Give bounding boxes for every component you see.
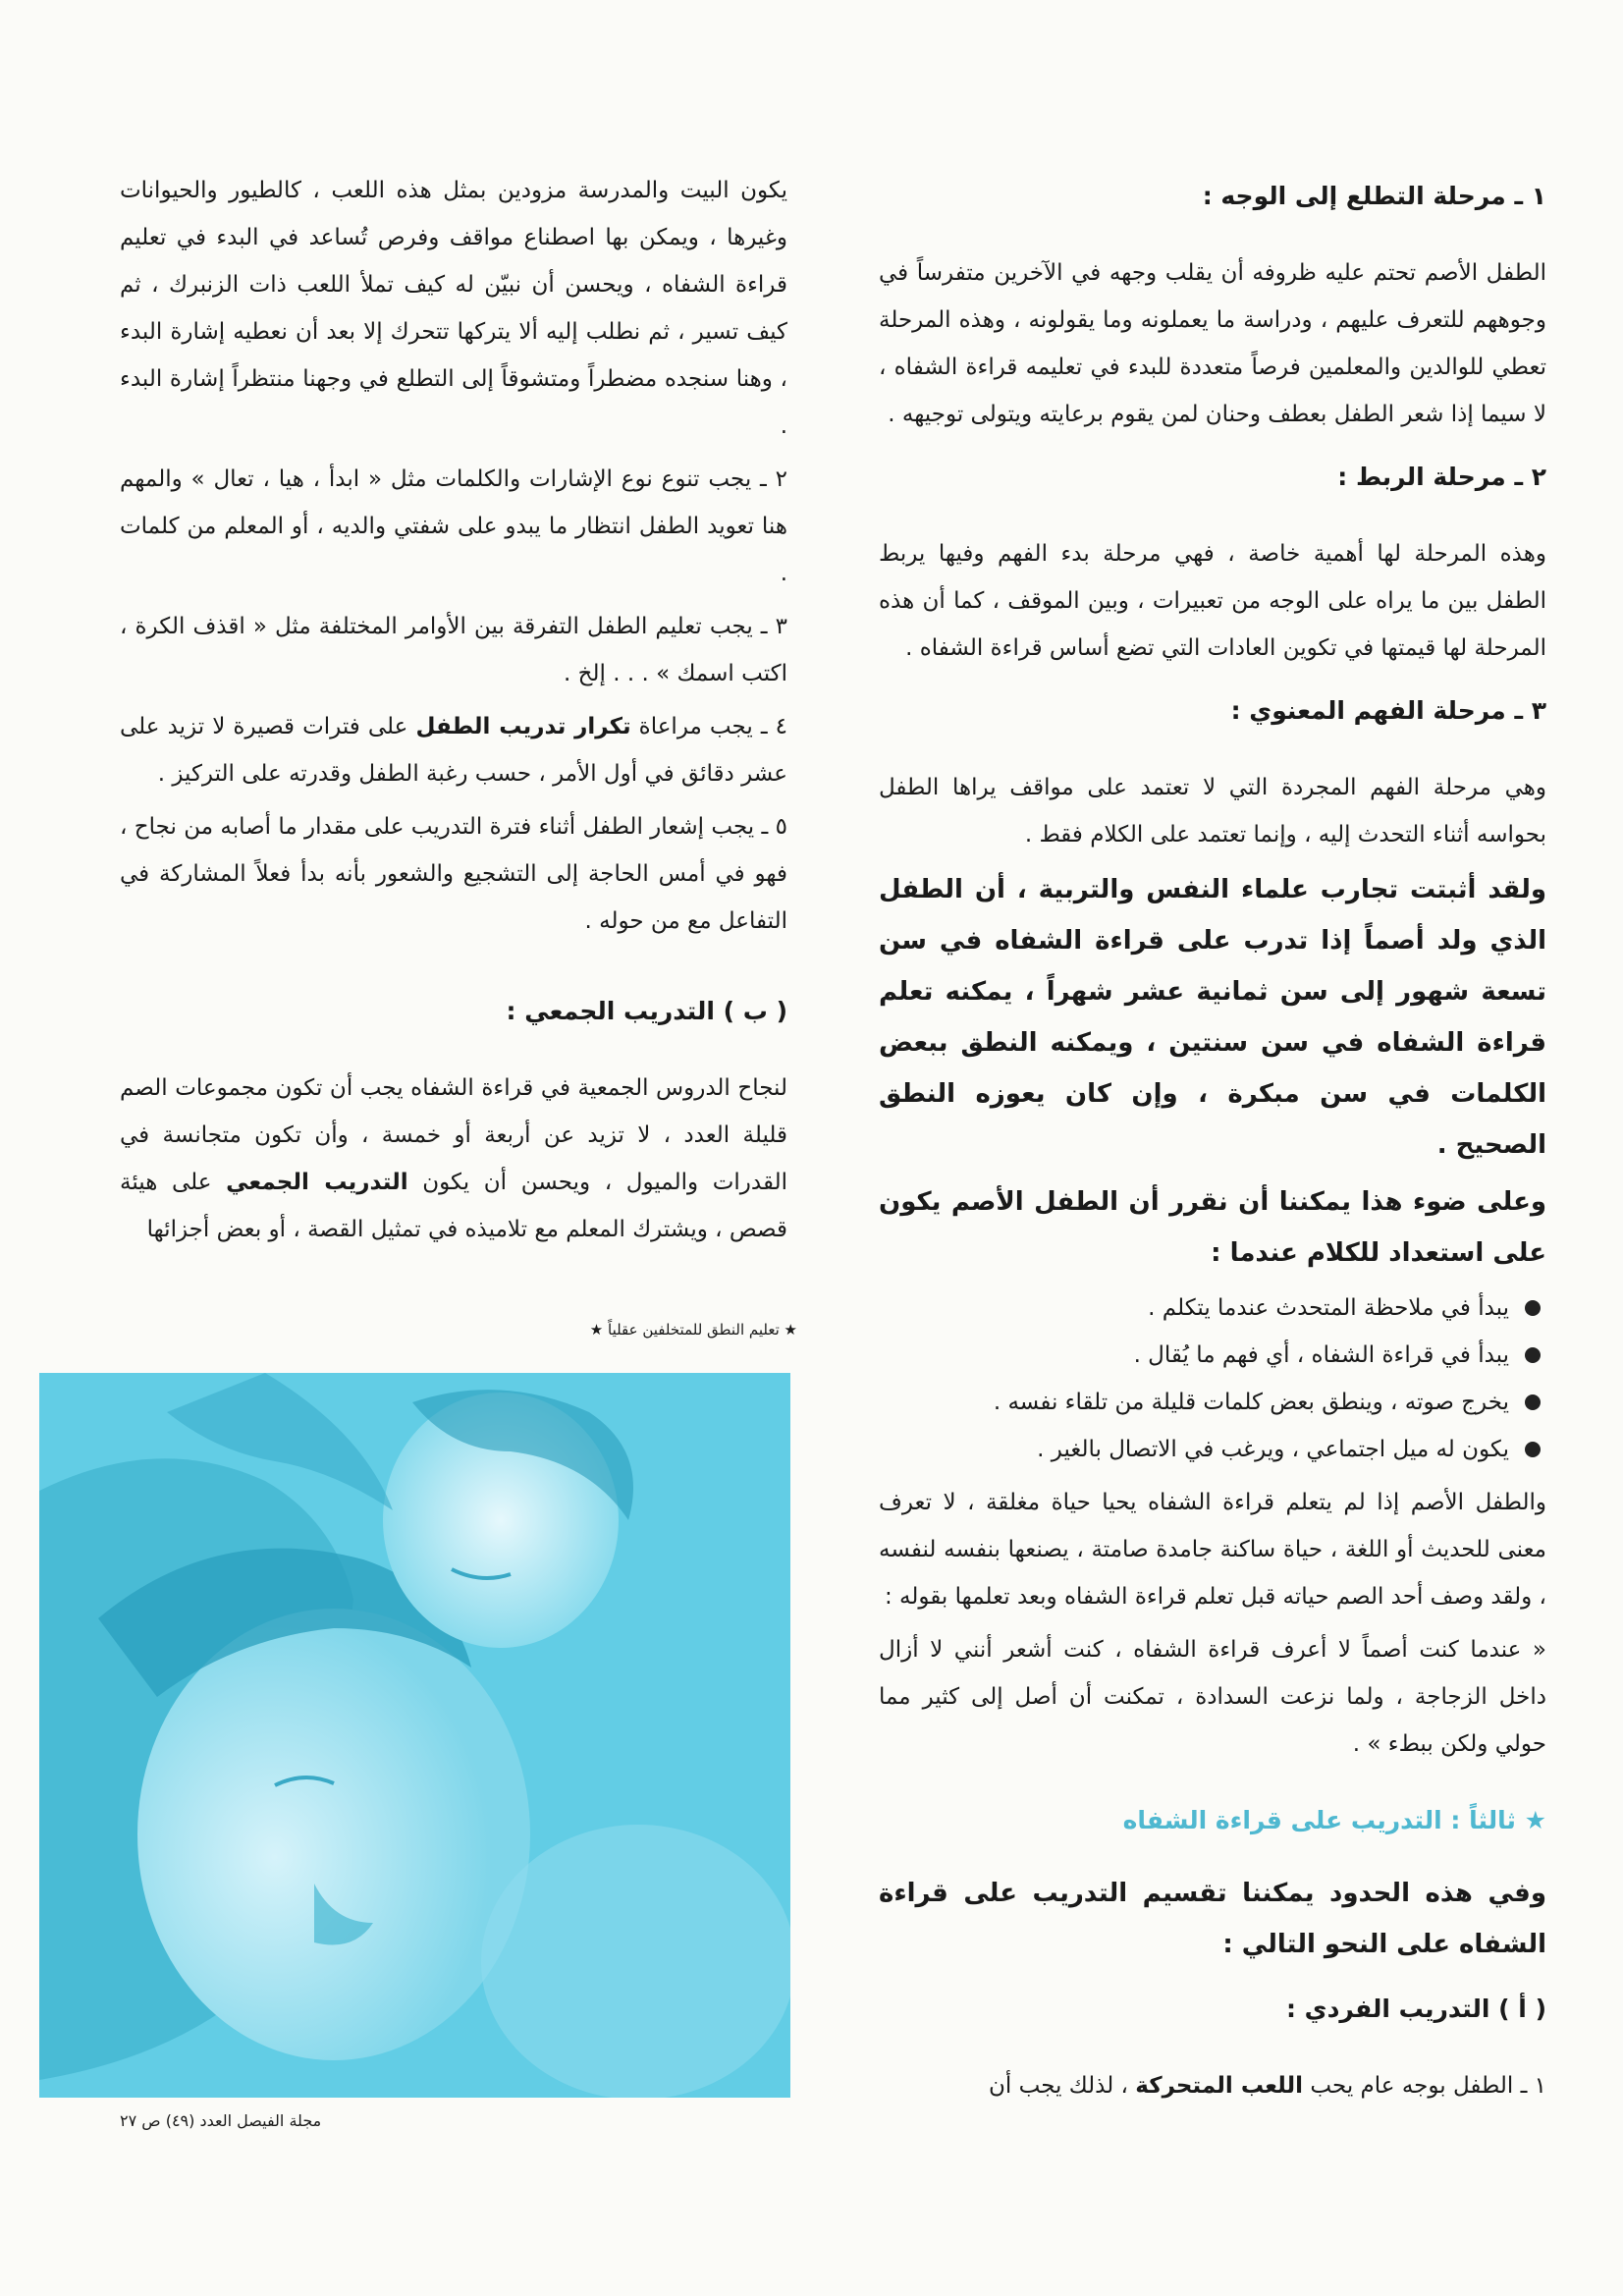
paragraph	[120, 1065, 787, 1253]
photo-illustration	[39, 1373, 790, 2098]
section-heading: ١ ـ مرحلة التطلع إلى الوجه :	[1202, 182, 1546, 210]
bullet-list	[879, 1285, 1546, 1473]
text-run: ٤ ـ يجب مراعاة	[630, 714, 787, 739]
bullet-item: يكون له ميل اجتماعي ، ويرغب في الاتصال بالغير .	[879, 1426, 1546, 1473]
paragraph	[879, 2062, 1546, 2109]
subsection-heading: ( ب ) التدريب الجمعي :	[506, 997, 787, 1025]
paragraph: الطفل الأصم تحتم عليه ظروفه أن يقلب وجهه في الآخرين متفرساً في وجوههم للتعرف عليهم ، ودراسة ما يعملونه وما يقولونه ، وهذه المرحلة تعطي للوالدين والمعلمين فرصاً متعددة للبدء في تعليمه قراءة الشفاه ، لا سيما إذا شعر الطفل بعطف وحنان لمن يقوم برعايته ويتولى توجيهه .	[879, 260, 1546, 427]
photo	[39, 1373, 790, 2098]
text-run: على هيئة قصص ، ويشترك المعلم مع تلاميذه في تمثيل القصة ، أو بعض أجزائها	[120, 1170, 787, 1242]
text-run: ١ ـ الطفل بوجه عام يحب	[1303, 2073, 1546, 2099]
bold-paragraph: وعلى ضوء هذا يمكننا أن نقرر أن الطفل الأصم يكون على استعداد للكلام عندما :	[879, 1187, 1546, 1268]
quote: « عندما كنت أصماً لا أعرف قراءة الشفاه ، كنت أشعر أنني لا أزال داخل الزجاجة ، ولما نزعت السدادة ، تمكنت أن أصل إلى كثير مما حولي ولكن ببطء » .	[879, 1637, 1546, 1757]
paragraph: وهي مرحلة الفهم المجردة التي لا تعتمد على مواقف يراها الطفل بحواسه أثناء التحدث إليه ، وإنما تعتمد على الكلام فقط .	[879, 775, 1546, 847]
bold-term: اللعب المتحركة	[1135, 2073, 1304, 2099]
paragraph	[120, 703, 787, 797]
text-run: على فترات قصيرة لا تزيد على عشر دقائق في أول الأمر ، حسب رغبة الطفل وقدرته على التركيز .	[120, 714, 787, 787]
section-heading: ٣ ـ مرحلة الفهم المعنوي :	[1230, 696, 1546, 725]
right-column	[879, 167, 1546, 2115]
text-run: ، لذلك يجب أن	[989, 2073, 1136, 2099]
paragraph: ٣ ـ يجب تعليم الطفل التفرقة بين الأوامر المختلفة مثل « اقذف الكرة ، اكتب اسمك » . . . إلخ .	[120, 614, 787, 686]
paragraph: ٥ ـ يجب إشعار الطفل أثناء فترة التدريب على مقدار ما أصابه من نجاح ، فهو في أمس الحاجة إلى التشجيع والشعور بأنه بدأ فعلاً المشاركة في التفاعل مع من حوله .	[120, 814, 787, 934]
text-run: لنجاح الدروس الجمعية في قراءة الشفاه يجب أن تكون مجموعات الصم قليلة العدد ، لا تزيد عن أربعة أو خمسة ، وأن تكون متجانسة في القدرات والميول ، ويحسن أن يكون	[120, 1075, 787, 1195]
bullet-item: يخرج صوته ، وينطق بعض كلمات قليلة من تلقاء نفسه .	[879, 1379, 1546, 1426]
section-heading: ٢ ـ مرحلة الربط :	[1337, 463, 1546, 491]
bold-paragraph: ولقد أثبتت تجارب علماء النفس والتربية ، أن الطفل الذي ولد أصماً إذا تدرب على قراءة الشفاه في سن تسعة شهور إلى سن ثمانية عشر شهراً ، يمكنه تعلم قراءة الشفاه في سن سنتين ، ويمكنه النطق ببعض الكلمات في سن مبكرة ، وإن كان يعوزه النطق الصحيح .	[879, 875, 1546, 1160]
paragraph: ٢ ـ يجب تنوع نوع الإشارات والكلمات مثل « ابدأ ، هيا ، تعال » والمهم هنا تعويد الطفل انتظار ما يبدو على شفتي والديه ، أو المعلم من كلمات .	[120, 466, 787, 586]
paragraph: والطفل الأصم إذا لم يتعلم قراءة الشفاه يحيا حياة مغلقة ، لا تعرف معنى للحديث أو اللغة ، حياة ساكنة جامدة صامتة ، يصنعها بنفسه لنفسه ، ولقد وصف أحد الصم حياته قبل تعلم قراءة الشفاه وبعد تعلمها بقوله :	[879, 1490, 1546, 1610]
bold-term: تكرار تدريب الطفل	[415, 714, 631, 739]
section-heading-cyan: ★ ثالثاً : التدريب على قراءة الشفاه	[1122, 1806, 1546, 1834]
subsection-heading: ( أ ) التدريب الفردي :	[1285, 1995, 1546, 2023]
left-column	[120, 167, 787, 1259]
paragraph: يكون البيت والمدرسة مزودين بمثل هذه اللعب ، كالطيور والحيوانات وغيرها ، ويمكن بها اصطناع مواقف وفرص تُساعد في البدء في تعليم قراءة الشفاه ، ويحسن أن نبيّن له كيف تملأ اللعب ذات الزنبرك ، ثم كيف تسير ، ثم نطلب إليه ألا يتركها تتحرك إلا بعد أن نعطيه إشارة البدء ، وهنا سنجده مضطراً ومتشوقاً إلى التطلع في وجهنا منتظراً إشارة البدء .	[120, 178, 787, 439]
bullet-item: يبدأ في قراءة الشفاه ، أي فهم ما يُقال .	[879, 1332, 1546, 1379]
page-footer: مجلة الفيصل العدد (٤٩) ص ٢٧	[120, 2111, 322, 2130]
bold-paragraph: وفي هذه الحدود يمكننا تقسيم التدريب على قراءة الشفاه على النحو التالي :	[879, 1879, 1546, 1959]
bullet-item: يبدأ في ملاحظة المتحدث عندما يتكلم .	[879, 1285, 1546, 1332]
bold-term: التدريب الجمعي	[226, 1170, 408, 1195]
photo-caption: ★ تعليم النطق للمتخلفين عقلياً ★	[589, 1321, 797, 1339]
paragraph: وهذه المرحلة لها أهمية خاصة ، فهي مرحلة بدء الفهم وفيها يربط الطفل بين ما يراه على الوجه من تعبيرات ، وبين الموقف ، كما أن هذه المرحلة لها قيمتها في تكوين العادات التي تضع أساس قراءة الشفاه .	[879, 541, 1546, 661]
